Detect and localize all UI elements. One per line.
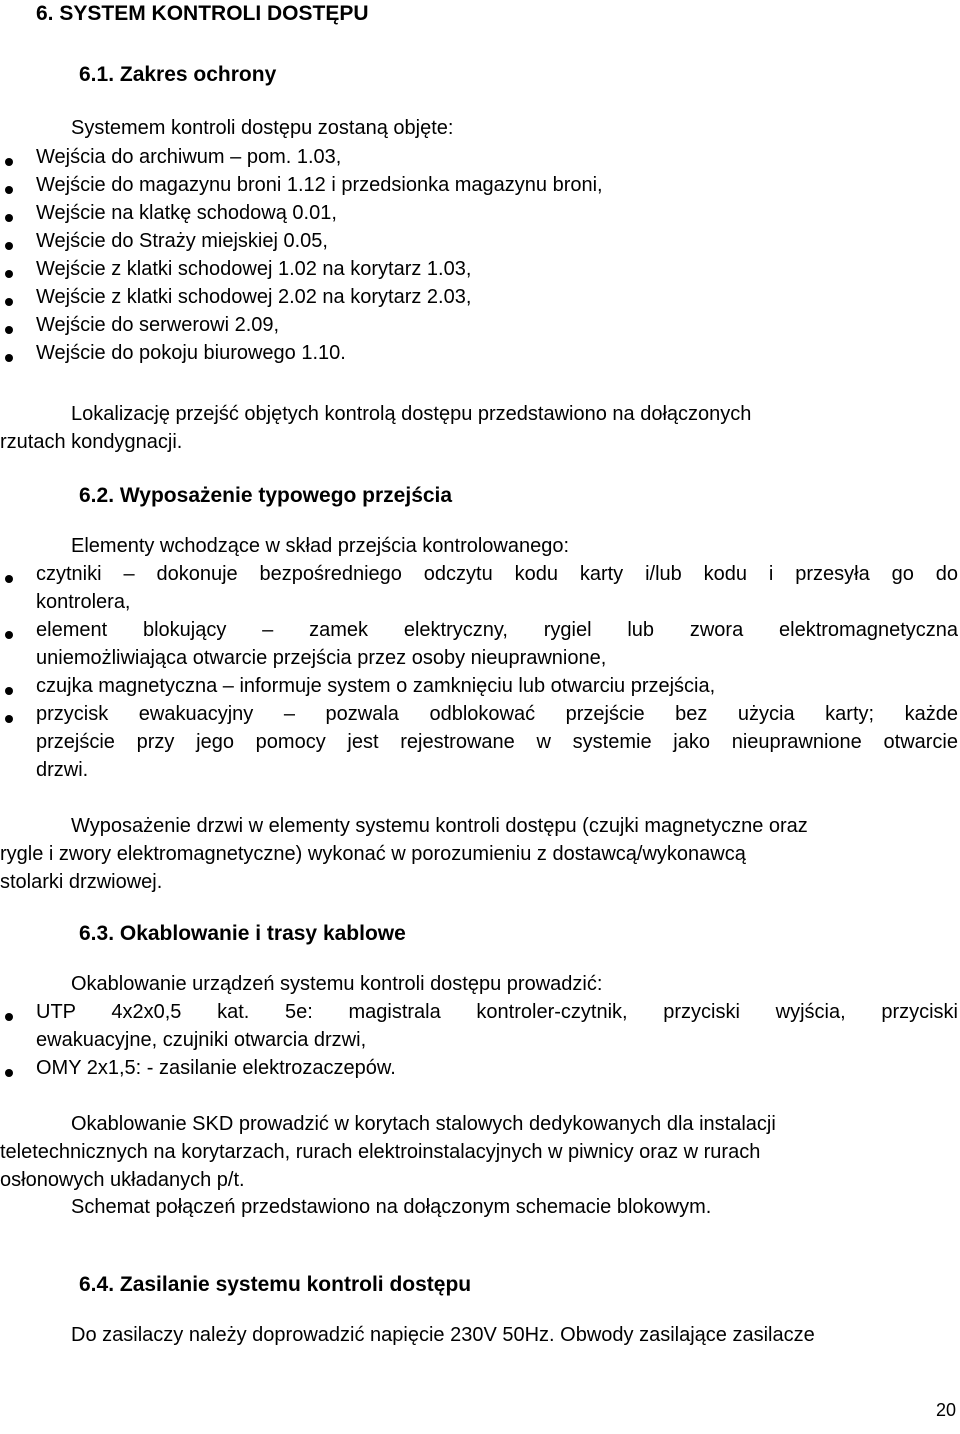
list-item: Wejście z klatki schodowej 2.02 na korytarz 2.03, — [36, 286, 472, 308]
section-heading-6-4: 6.4. Zasilanie systemu kontroli dostępu — [79, 1273, 472, 1296]
paragraph-line: Wyposażenie drzwi w elementy systemu kontroli dostępu (czujki magnetyczne oraz — [71, 815, 808, 837]
list-item: drzwi. — [36, 759, 89, 781]
paragraph-line: Do zasilaczy należy doprowadzić napięcie 230V 50Hz. Obwody zasilające zasilacze — [71, 1324, 815, 1346]
bullet-icon — [5, 1013, 13, 1021]
bullet-icon — [5, 214, 13, 222]
bullet-icon — [5, 354, 13, 362]
bullet-icon — [5, 270, 13, 278]
list-item: Wejście na klatkę schodową 0.01, — [36, 202, 337, 224]
list-item: przejście przy jego pomocy jest rejestrowane w systemie jako nieuprawnione otwarcie — [36, 731, 958, 753]
section-heading-6-1: 6.1. Zakres ochrony — [79, 63, 277, 86]
list-item: czytniki – dokonuje bezpośredniego odczytu kodu karty i/lub kodu i przesyła go do — [36, 563, 958, 585]
paragraph-line: osłonowych układanych p/t. — [0, 1169, 245, 1191]
bullet-icon — [5, 158, 13, 166]
list-item: Wejście do serwerowi 2.09, — [36, 314, 280, 336]
bullet-icon — [5, 186, 13, 194]
list-item: kontrolera, — [36, 591, 131, 613]
paragraph-line: rygle i zwory elektromagnetyczne) wykonać w porozumieniu z dostawcą/wykonawcą — [0, 843, 746, 865]
paragraph-line: rzutach kondygnacji. — [0, 431, 183, 453]
bullet-icon — [5, 715, 13, 723]
section-6-3-intro: Okablowanie urządzeń systemu kontroli dostępu prowadzić: — [71, 973, 603, 995]
bullet-icon — [5, 1069, 13, 1077]
list-item: Wejście do magazynu broni 1.12 i przedsionka magazynu broni, — [36, 174, 603, 196]
list-item: UTP 4x2x0,5 kat. 5e: magistrala kontroler-czytnik, przyciski wyjścia, przyciski — [36, 1001, 958, 1023]
list-item: przycisk ewakuacyjny – pozwala odblokować przejście bez użycia karty; każde — [36, 703, 958, 725]
section-heading-6-3: 6.3. Okablowanie i trasy kablowe — [79, 922, 406, 945]
paragraph-line: Okablowanie SKD prowadzić w korytach stalowych dedykowanych dla instalacji — [71, 1113, 776, 1135]
list-item: Wejście do pokoju biurowego 1.10. — [36, 342, 346, 364]
paragraph-line: Schemat połączeń przedstawiono na dołączonym schemacie blokowym. — [71, 1196, 712, 1218]
page-number: 20 — [935, 1400, 956, 1420]
list-item: element blokujący – zamek elektryczny, rygiel lub zwora elektromagnetyczna — [36, 619, 958, 641]
bullet-icon — [5, 687, 13, 695]
section-heading-6-2: 6.2. Wyposażenie typowego przejścia — [79, 484, 453, 507]
paragraph-line: teletechnicznych na korytarzach, rurach elektroinstalacyjnych w piwnicy oraz w rurach — [0, 1141, 761, 1163]
list-item: Wejście do Straży miejskiej 0.05, — [36, 230, 328, 252]
paragraph-line: Lokalizację przejść objętych kontrolą dostępu przedstawiono na dołączonych — [71, 403, 752, 425]
bullet-icon — [5, 298, 13, 306]
list-item: OMY 2x1,5: - zasilanie elektrozaczepów. — [36, 1057, 396, 1079]
section-heading-6: 6. SYSTEM KONTROLI DOSTĘPU — [36, 2, 369, 25]
list-item: czujka magnetyczna – informuje system o zamknięciu lub otwarciu przejścia, — [36, 675, 716, 697]
section-6-1-intro: Systemem kontroli dostępu zostaną objęte: — [71, 117, 454, 139]
list-item: Wejście z klatki schodowej 1.02 na korytarz 1.03, — [36, 258, 472, 280]
list-item: uniemożliwiająca otwarcie przejścia przez osoby nieuprawnione, — [36, 647, 607, 669]
bullet-icon — [5, 326, 13, 334]
list-item: Wejścia do archiwum – pom. 1.03, — [36, 146, 342, 168]
paragraph-line: stolarki drzwiowej. — [0, 871, 163, 893]
bullet-icon — [5, 631, 13, 639]
section-6-2-intro: Elementy wchodzące w skład przejścia kontrolowanego: — [71, 535, 570, 557]
bullet-icon — [5, 242, 13, 250]
list-item: ewakuacyjne, czujniki otwarcia drzwi, — [36, 1029, 367, 1051]
bullet-icon — [5, 575, 13, 583]
